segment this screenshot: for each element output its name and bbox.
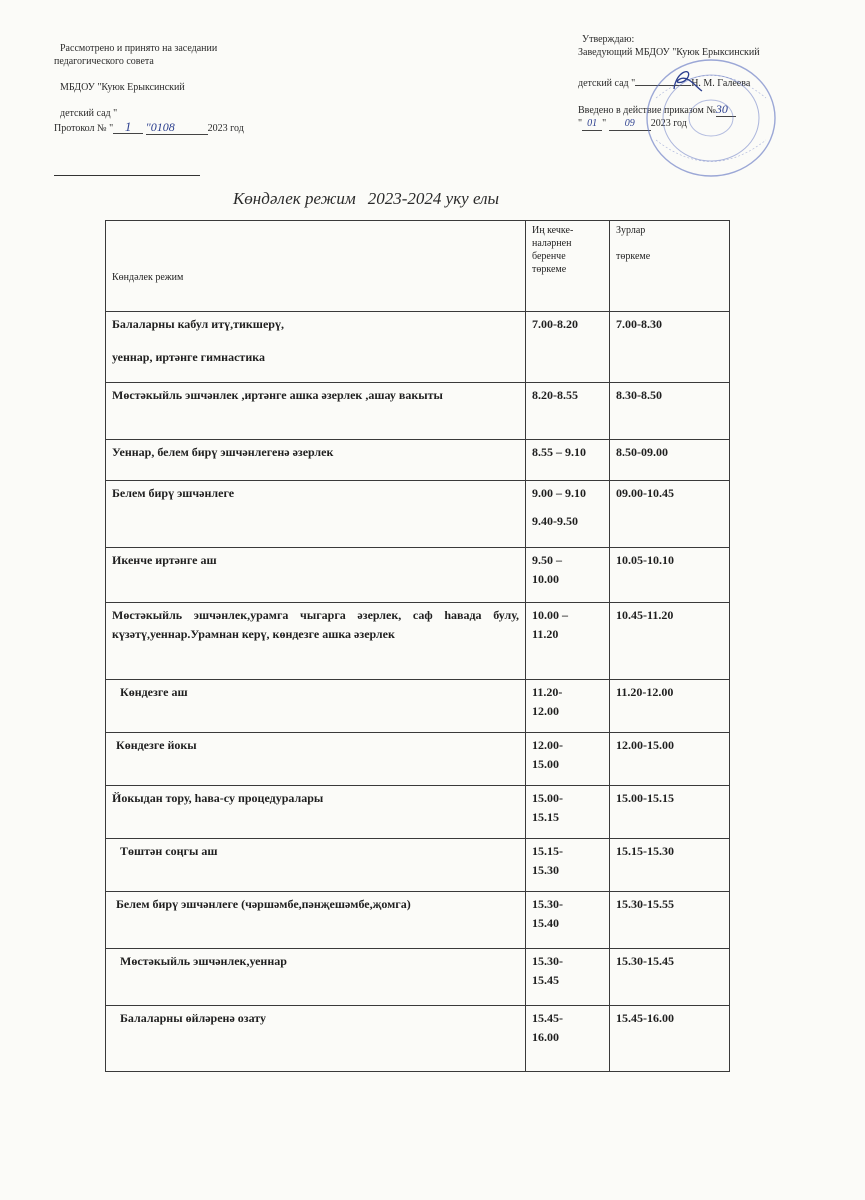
header-older-group: Зурлар төркеме: [610, 221, 730, 312]
order-prefix: Введено в действие приказом №: [578, 105, 716, 116]
table-row: [106, 1006, 730, 1072]
younger-time-cell: 11.20- 12.00: [526, 680, 610, 733]
activity-cell: Белем бирү эшчәнлеге (чәршәмбе,пәнҗешәмбе,җомга): [106, 892, 526, 949]
younger-time-cell: 10.00 – 11.20: [526, 603, 610, 680]
table-header-row: [106, 221, 730, 312]
younger-time-cell: 12.00- 15.00: [526, 733, 610, 786]
activity-cell: Мөстәкыйль эшчәнлек ,иртәнге ашка әзерлек ,ашау вакыты: [106, 383, 526, 440]
table-row: [106, 312, 730, 383]
table-row: [106, 892, 730, 949]
approval-block-left: [54, 42, 244, 135]
younger-time-cell: 8.55 – 9.10: [526, 440, 610, 481]
protocol-number: 1: [113, 120, 143, 134]
activity-cell: Көндезге аш: [106, 680, 526, 733]
younger-time-cell: 7.00-8.20: [526, 312, 610, 383]
activity-cell: Төштән соңгы аш: [106, 839, 526, 892]
older-time-cell: 15.30-15.55: [610, 892, 730, 949]
approve-line-2: Заведующий МБДОУ "Куюк Ерыксинский: [578, 47, 760, 58]
divider-line: [54, 175, 200, 176]
table-row: [106, 839, 730, 892]
title-main: Көндәлек режим: [233, 189, 356, 208]
younger-time-cell: 15.00- 15.15: [526, 786, 610, 839]
table-row: [106, 548, 730, 603]
protocol-line: [54, 120, 244, 135]
approve-year: 2023 год: [650, 118, 687, 129]
order-number: 30: [716, 103, 736, 117]
page-title: [233, 189, 499, 209]
approve-date-line: " 01 " 09 2023 год: [578, 118, 687, 129]
older-time-cell: 10.05-10.10: [610, 548, 730, 603]
activity-cell: Уеннар, белем бирү эшчәнлегенә әзерлек: [106, 440, 526, 481]
header-younger-group: Иң кечке- наләрнен беренче төркеме: [526, 221, 610, 312]
activity-cell: Икенче иртәнге аш: [106, 548, 526, 603]
older-time-cell: 12.00-15.00: [610, 733, 730, 786]
date-day: 01: [582, 117, 602, 131]
activity-cell: Балаларны кабул итү,тикшерү, уеннар, иртәнге гимнастика: [106, 312, 526, 383]
younger-time-cell: 9.00 – 9.10 9.40-9.50: [526, 481, 610, 548]
activity-cell: Мөстәкыйль эшчәнлек,уеннар: [106, 949, 526, 1006]
header-activity: Көндәлек режим: [106, 221, 526, 312]
protocol-year: 2023 год: [207, 123, 244, 134]
younger-time-cell: 15.30- 15.40: [526, 892, 610, 949]
older-time-cell: 10.45-11.20: [610, 603, 730, 680]
council-line-3: МБДОУ "Куюк Ерыксинский: [60, 82, 185, 93]
protocol-prefix: Протокол № ": [54, 123, 114, 134]
younger-time-cell: 15.15- 15.30: [526, 839, 610, 892]
activity-cell: Көндезге йокы: [106, 733, 526, 786]
kindergarten-prefix: детский сад ": [578, 78, 636, 89]
date-month: 09: [609, 117, 651, 131]
table-row: [106, 440, 730, 481]
older-time-cell: 15.45-16.00: [610, 1006, 730, 1072]
older-time-cell: 7.00-8.30: [610, 312, 730, 383]
table-row: [106, 786, 730, 839]
council-line-4: детский сад ": [60, 108, 118, 119]
activity-cell: Белем бирү эшчәнлеге: [106, 481, 526, 548]
signer-name: Н. М. Галеева: [691, 78, 751, 89]
title-years: 2023-2024 уку елы: [367, 189, 500, 208]
older-time-cell: 15.30-15.45: [610, 949, 730, 1006]
older-time-cell: 11.20-12.00: [610, 680, 730, 733]
council-line-1: Рассмотрено и принято на заседании: [60, 43, 218, 54]
table-row: [106, 680, 730, 733]
younger-time-cell: 15.45- 16.00: [526, 1006, 610, 1072]
approve-line-1: Утверждаю:: [582, 34, 635, 45]
table-row: [106, 481, 730, 548]
activity-cell: Йокыдан тору, һава-су процедуралары: [106, 786, 526, 839]
older-time-cell: 8.30-8.50: [610, 383, 730, 440]
younger-time-cell: 15.30- 15.45: [526, 949, 610, 1006]
older-time-cell: 15.15-15.30: [610, 839, 730, 892]
table-row: [106, 949, 730, 1006]
activity-cell: Балаларны өйләренә озату: [106, 1006, 526, 1072]
younger-time-cell: 9.50 – 10.00: [526, 548, 610, 603]
activity-cell: Мөстәкыйль эшчәнлек,урамга чыгарга әзерлек, саф һавада булу, күзәтү,уеннар.Урамнан керү, көндезге ашка әзерлек: [106, 603, 526, 680]
older-time-cell: 09.00-10.45: [610, 481, 730, 548]
table-row: [106, 733, 730, 786]
seal-stamp: [636, 58, 786, 178]
older-time-cell: 8.50-09.00: [610, 440, 730, 481]
table-row: [106, 603, 730, 680]
signature-icon: [666, 65, 706, 95]
table-row: [106, 383, 730, 440]
younger-time-cell: 8.20-8.55: [526, 383, 610, 440]
schedule-table: [105, 220, 730, 1072]
older-time-cell: 15.00-15.15: [610, 786, 730, 839]
protocol-date: "0108: [146, 121, 208, 135]
council-line-2: педагогического совета: [54, 56, 154, 67]
